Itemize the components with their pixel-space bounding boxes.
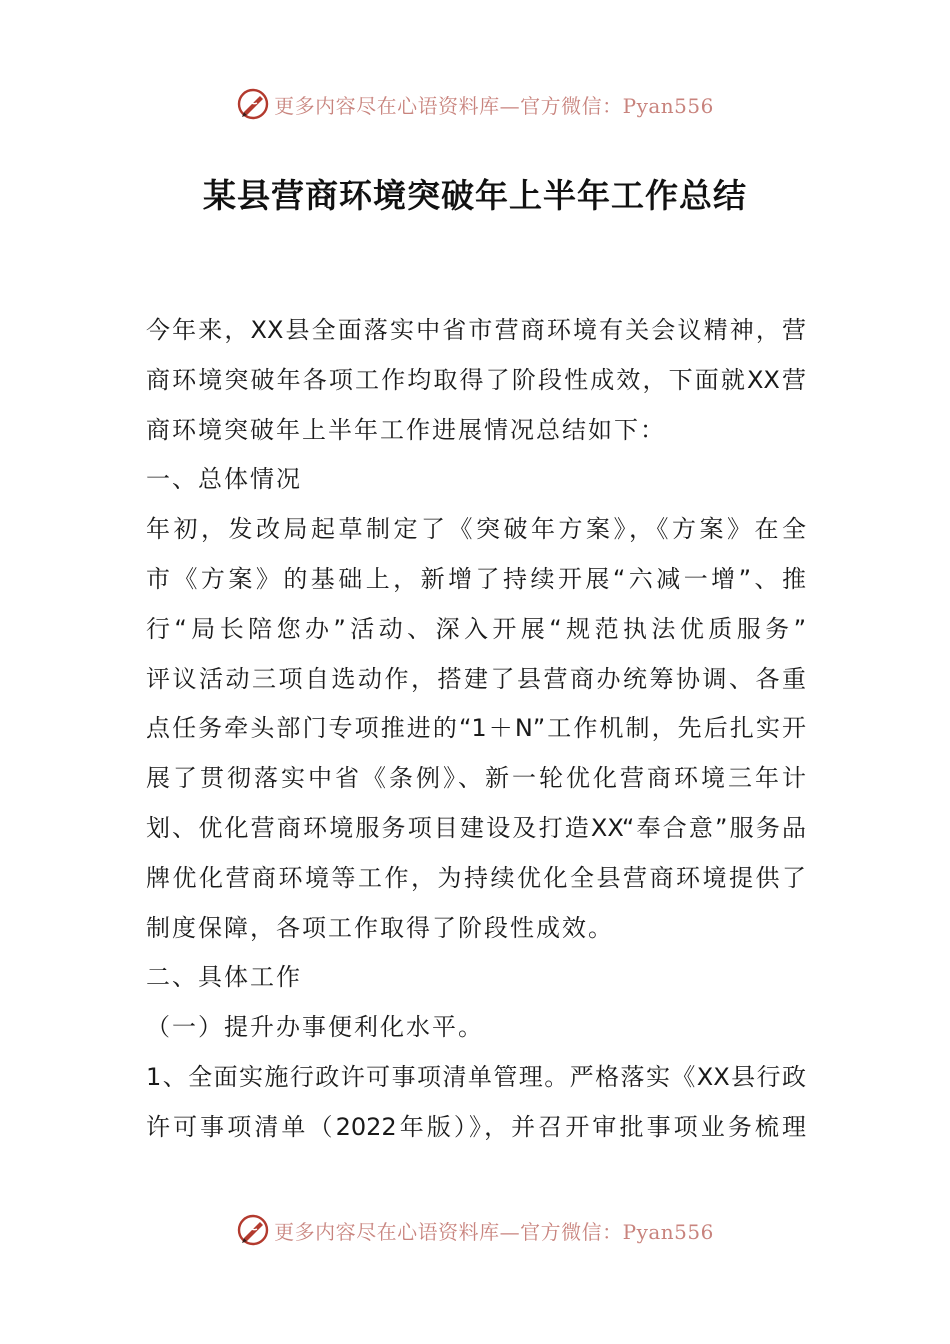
document-title: 某县营商环境突破年上半年工作总结 [203,176,747,215]
pen-seal-logo-icon [236,87,270,121]
header-watermark-banner [0,84,950,124]
section-heading: 二、具体工作 [146,963,302,992]
body-line: 展了贯彻落实中省《条例》、新一轮优化营商环境三年计 [146,764,806,793]
body-line: 今年来，XX县全面落实中省市营商环境有关会议精神，营 [146,316,806,344]
body-line: 牌优化营商环境等工作，为持续优化全县营商环境提供了 [146,863,806,892]
body-line: 年初，发改局起草制定了《突破年方案》，《方案》在全 [146,515,806,544]
body-line: 行“局长陪您办”活动、深入开展“规范执法优质服务” [146,614,806,643]
body-line: 评议活动三项自选动作，搭建了县营商办统筹协调、各重 [146,664,806,693]
body-line: 商环境突破年各项工作均取得了阶段性成效，下面就XX营 [146,365,806,394]
body-line: 1、全面实施行政许可事项清单管理。严格落实《XX县行政 [146,1062,806,1091]
document-body [146,306,806,1153]
subsection-heading: （一）提升办事便利化水平。 [146,1013,484,1042]
section-heading: 一、总体情况 [146,465,302,494]
body-line: 市《方案》的基础上，新增了持续开展“六减一增”、推 [146,564,806,593]
body-line: 点任务牵头部门专项推进的“1＋N”工作机制，先后扎实开 [146,714,806,743]
body-line: 商环境突破年上半年工作进展情况总结如下： [146,415,666,444]
footer-watermark-text: 更多内容尽在心语资料库—官方微信：Pyan556 [274,1219,714,1244]
footer-watermark-banner [0,1210,950,1250]
header-watermark-text: 更多内容尽在心语资料库—官方微信：Pyan556 [274,93,714,118]
body-line: 许可事项清单（2022年版）》，并召开审批事项业务梳理 [146,1112,806,1141]
body-line: 制度保障，各项工作取得了阶段性成效。 [146,913,614,942]
pen-seal-logo-icon [236,1213,270,1247]
body-line: 划、优化营商环境服务项目建设及打造XX“奉合意”服务品 [146,813,806,842]
